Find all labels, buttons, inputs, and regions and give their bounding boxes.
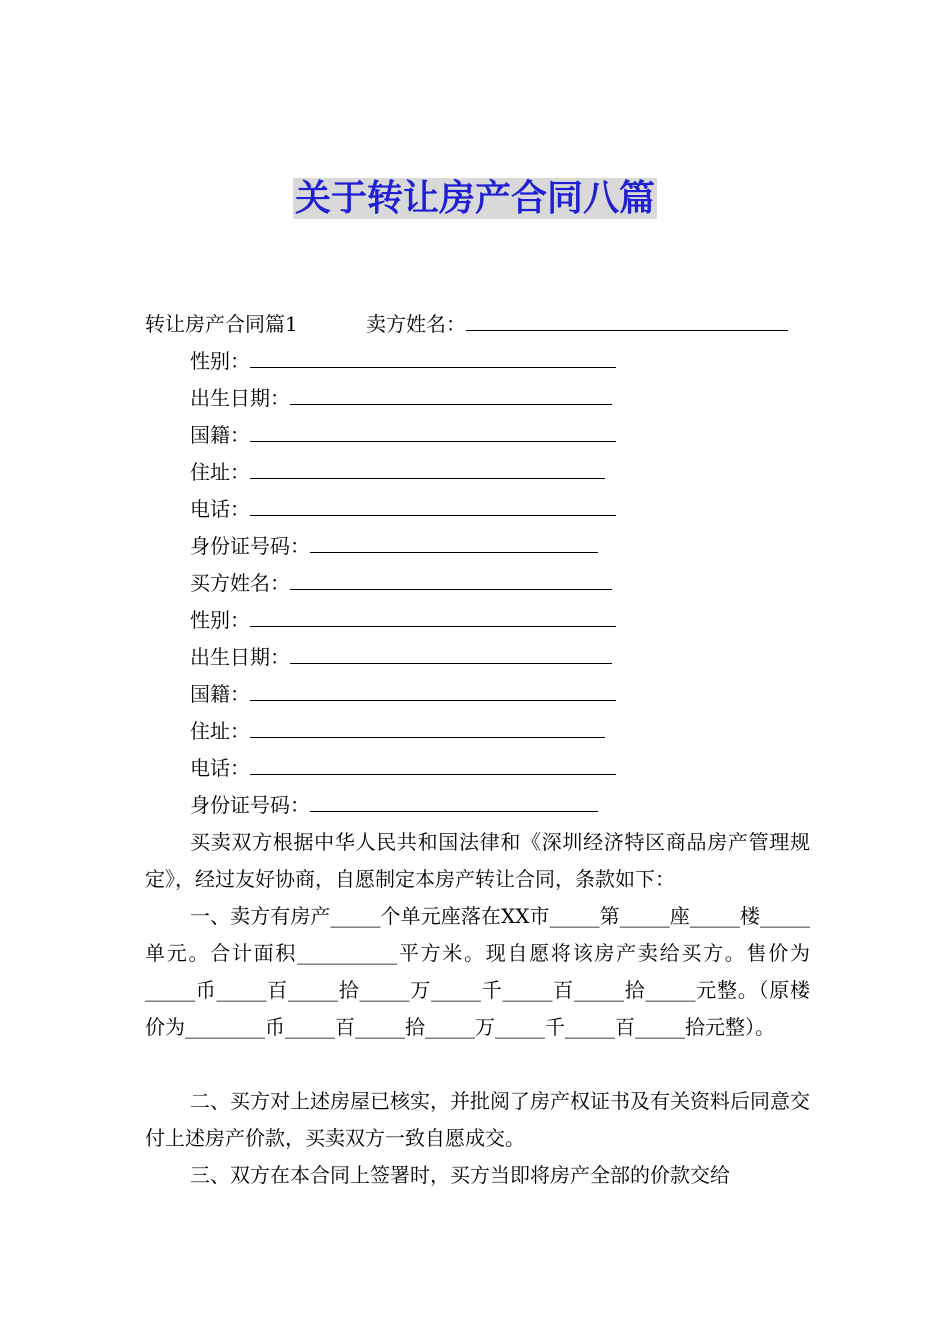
field-blank: [250, 349, 616, 368]
field-blank: [250, 608, 616, 627]
section-heading: 转让房产合同篇1: [145, 312, 298, 336]
field-label: 国籍：: [190, 423, 250, 447]
field-row: [190, 792, 598, 818]
field-row: [190, 607, 616, 633]
document-title: [0, 176, 950, 222]
field-blank: [310, 534, 598, 553]
field-row: [190, 459, 605, 485]
field-row: [190, 422, 616, 448]
field-label: 买方姓名：: [190, 571, 290, 595]
field-label: 性别：: [190, 349, 250, 373]
field-row: [190, 718, 605, 744]
field-row: [190, 644, 612, 670]
paragraph: 买卖双方根据中华人民共和国法律和《深圳经济特区商品房产管理规定》，经过友好协商，自愿制定本房产转让合同，条款如下：: [145, 830, 810, 891]
field-row: [190, 570, 612, 596]
field-blank: [290, 571, 612, 590]
field-label: 电话：: [190, 756, 250, 780]
field-blank: [250, 719, 605, 738]
field-label: 性别：: [190, 608, 250, 632]
document-title-text: 关于转让房产合同八篇: [294, 178, 655, 219]
field-blank: [290, 386, 612, 405]
field-blank: [310, 793, 598, 812]
field-row: [190, 681, 616, 707]
field-blank: [250, 423, 616, 442]
field-label: 出生日期：: [190, 645, 290, 669]
field-blank: [250, 756, 616, 775]
field-row: [190, 385, 612, 411]
field-blank: [290, 645, 612, 664]
field-row: [190, 496, 616, 522]
field-label: 身份证号码：: [190, 793, 310, 817]
field-label: 电话：: [190, 497, 250, 521]
seller-name-label: 卖方姓名：: [366, 312, 466, 336]
field-row: [190, 755, 616, 781]
field-row: [190, 533, 598, 559]
field-blank: [250, 497, 616, 516]
seller-name-blank: [466, 312, 788, 331]
field-label: 住址：: [190, 719, 250, 743]
field-label: 国籍：: [190, 682, 250, 706]
field-blank: [250, 460, 605, 479]
paragraph: 二、买方对上述房屋已核实，并批阅了房产权证书及有关资料后同意交付上述房产价款，买卖双方一致自愿成交。: [145, 1089, 810, 1150]
field-label: 出生日期：: [190, 386, 290, 410]
field-label: 身份证号码：: [190, 534, 310, 558]
field-blank: [250, 682, 616, 701]
paragraph: 三、双方在本合同上签署时，买方当即将房产全部的价款交给: [190, 1163, 730, 1187]
paragraph: 一、卖方有房产_____个单元座落在XX市_____第_____座_____楼_____单元。合计面积__________平方米。现自愿将该房产卖给买方。售价为_____币_____百_____拾_____万_____千_____百_____拾_____元整。（原楼价为________币_____百_____拾_____万_____千_____百_____拾元整）。: [145, 904, 810, 1039]
field-row: [190, 348, 616, 374]
seller-name-row: [366, 311, 788, 337]
field-label: 住址：: [190, 460, 250, 484]
heading-line: [145, 311, 298, 337]
